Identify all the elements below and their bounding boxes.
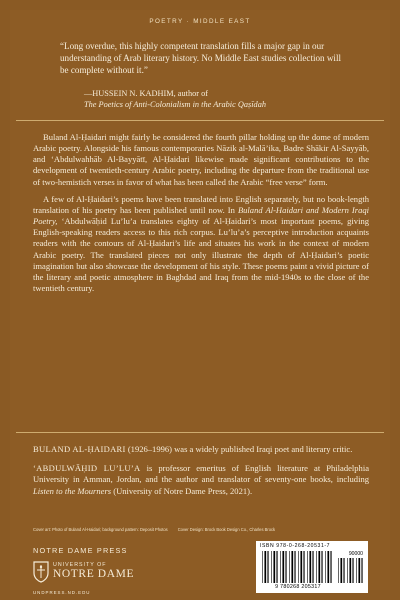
cover-design-credit: Cover Design: Brock Book Design Co., Charles Brock bbox=[177, 527, 276, 532]
author-bio: BULAND AL-ḤAIDARI (1926–1996) was a widely published Iraqi poet and literary critic. bbox=[33, 444, 353, 454]
barcode-bar bbox=[325, 551, 326, 583]
barcode-bar bbox=[309, 551, 311, 583]
barcode-bar bbox=[356, 558, 357, 583]
press-name: NOTRE DAME PRESS bbox=[33, 546, 128, 555]
barcode-bar bbox=[352, 558, 353, 583]
barcode-bar bbox=[300, 551, 302, 583]
barcode-bar bbox=[273, 551, 275, 583]
barcode-bar bbox=[289, 551, 290, 583]
isbn-text: ISBN 978-0-268-20531-7 bbox=[260, 543, 331, 549]
barcode-bar bbox=[267, 551, 268, 583]
barcode-bar bbox=[262, 551, 263, 583]
barcode-bar bbox=[282, 551, 284, 583]
cover-art-credit: Cover art: Photo of Buland Al-Haidari; background pattern: Deposit Photos bbox=[33, 527, 168, 532]
divider-middle bbox=[16, 432, 384, 433]
endorsement-attribution bbox=[84, 88, 354, 110]
barcode-bar bbox=[316, 551, 317, 583]
barcode-bar bbox=[327, 551, 329, 583]
translator-bio: ‘ABDULWĀḤID LU’LU’A is professor emeritus of English literature at Philadelphia University in Amman, Jordan, and the author and translator of seventy-one books, including Listen to the Mourners (University of Notre Dame Press, 2021). bbox=[33, 463, 369, 496]
divider-top bbox=[16, 120, 384, 121]
endorsement-author: —HUSSEIN N. KADHIM, author of bbox=[84, 89, 208, 98]
shield-icon bbox=[33, 561, 49, 583]
barcode-bar bbox=[349, 558, 351, 583]
logo-big-text: NOTRE DAME bbox=[53, 568, 135, 581]
barcode-bar bbox=[285, 551, 286, 583]
barcode-bar bbox=[276, 551, 277, 583]
description-paragraph-2: A few of Al-Ḥaidari’s poems have been translated into English separately, but no book-length translation of his poetry has been published until now. In Buland Al-Haidari and Modern Iraqi Poetry, ‘Abdulwāḥid Lu’lu’a translates eighty of Al-Ḥaidari’s most important poems, giving English-speaking readers access to this rich corpus. Lu’lu’a’s perceptive introduction acquaints readers with the contours of Al-Ḥaidari’s life and situates his work in the context of modern Arabic poetry. The translated pieces not only illustrate the depth of Al-Ḥaidari’s poetic imagination but also showcase the development of his style. These poems paint a vivid picture of the literary and poetic atmosphere in Baghdad and Iraq from the mid-1940s to the close of the twentieth century. bbox=[33, 193, 369, 294]
category-label: POETRY · MIDDLE EAST bbox=[149, 18, 251, 25]
barcode-bar bbox=[318, 551, 320, 583]
author-name: BULAND AL-ḤAIDARI bbox=[33, 444, 126, 454]
barcode-bar bbox=[280, 551, 281, 583]
logo-small-text: UNIVERSITY OF bbox=[53, 562, 107, 569]
translator-book-title: Listen to the Mourners bbox=[33, 485, 112, 496]
logo-wordmark bbox=[53, 563, 134, 581]
barcode-bar bbox=[358, 558, 360, 583]
barcode-bar bbox=[291, 551, 293, 583]
barcode-bar bbox=[264, 551, 266, 583]
barcode-bar bbox=[307, 551, 308, 583]
book-description bbox=[33, 132, 369, 294]
price-code: 90000 bbox=[348, 551, 363, 557]
isbn-barcode bbox=[262, 551, 334, 583]
contributor-bios bbox=[33, 444, 369, 497]
cover-credits bbox=[33, 527, 378, 532]
endorsement-quote: “Long overdue, this highly competent translation fills a major gap in our understanding of Arab literary history. No Middle East studies collection will be complete without it.” bbox=[60, 41, 342, 76]
barcode-bar bbox=[338, 558, 339, 583]
description-paragraph-1: Buland Al-Ḥaidari might fairly be considered the fourth pillar holding up the dome of modern Arabic poetry. Alongside his famous contemporaries Nāzik al-Malā’ika, Badre Shākir Al-Sayyāb, and ‘Abdulwahhāb Al-Bayyātī, Al-Ḥaidari likewise made significant contributions to the development of twentieth-century Arabic poetry, including the departure from the traditional use of two-hemistich verses in favor of what has been called the Arabic “free verse” form. bbox=[33, 132, 369, 187]
barcode-digits: 9 780268 205317 bbox=[275, 584, 321, 590]
barcode-bar bbox=[312, 551, 313, 583]
barcode-bar bbox=[361, 558, 362, 583]
barcode-bar bbox=[340, 558, 342, 583]
barcode-bar bbox=[343, 558, 344, 583]
barcode-bar bbox=[298, 551, 299, 583]
barcode-bar bbox=[271, 551, 272, 583]
university-logo bbox=[33, 560, 143, 584]
price-barcode bbox=[338, 558, 364, 583]
press-url: UNDPRESS.ND.EDU bbox=[33, 590, 91, 595]
barcode-bar bbox=[347, 558, 348, 583]
translator-name: ‘ABDULWĀḤID LU’LU’A bbox=[33, 463, 141, 474]
barcode-bar bbox=[303, 551, 304, 583]
barcode-panel bbox=[256, 541, 368, 593]
barcode-bar bbox=[294, 551, 295, 583]
book-title: Buland Al-Haidari and Modern Iraqi Poetry, bbox=[33, 204, 369, 227]
barcode-bar bbox=[321, 551, 322, 583]
barcode-bar bbox=[330, 551, 331, 583]
endorsement-book-title: The Poetics of Anti-Colonialism in the Arabic Qaṣīdah bbox=[84, 100, 266, 109]
